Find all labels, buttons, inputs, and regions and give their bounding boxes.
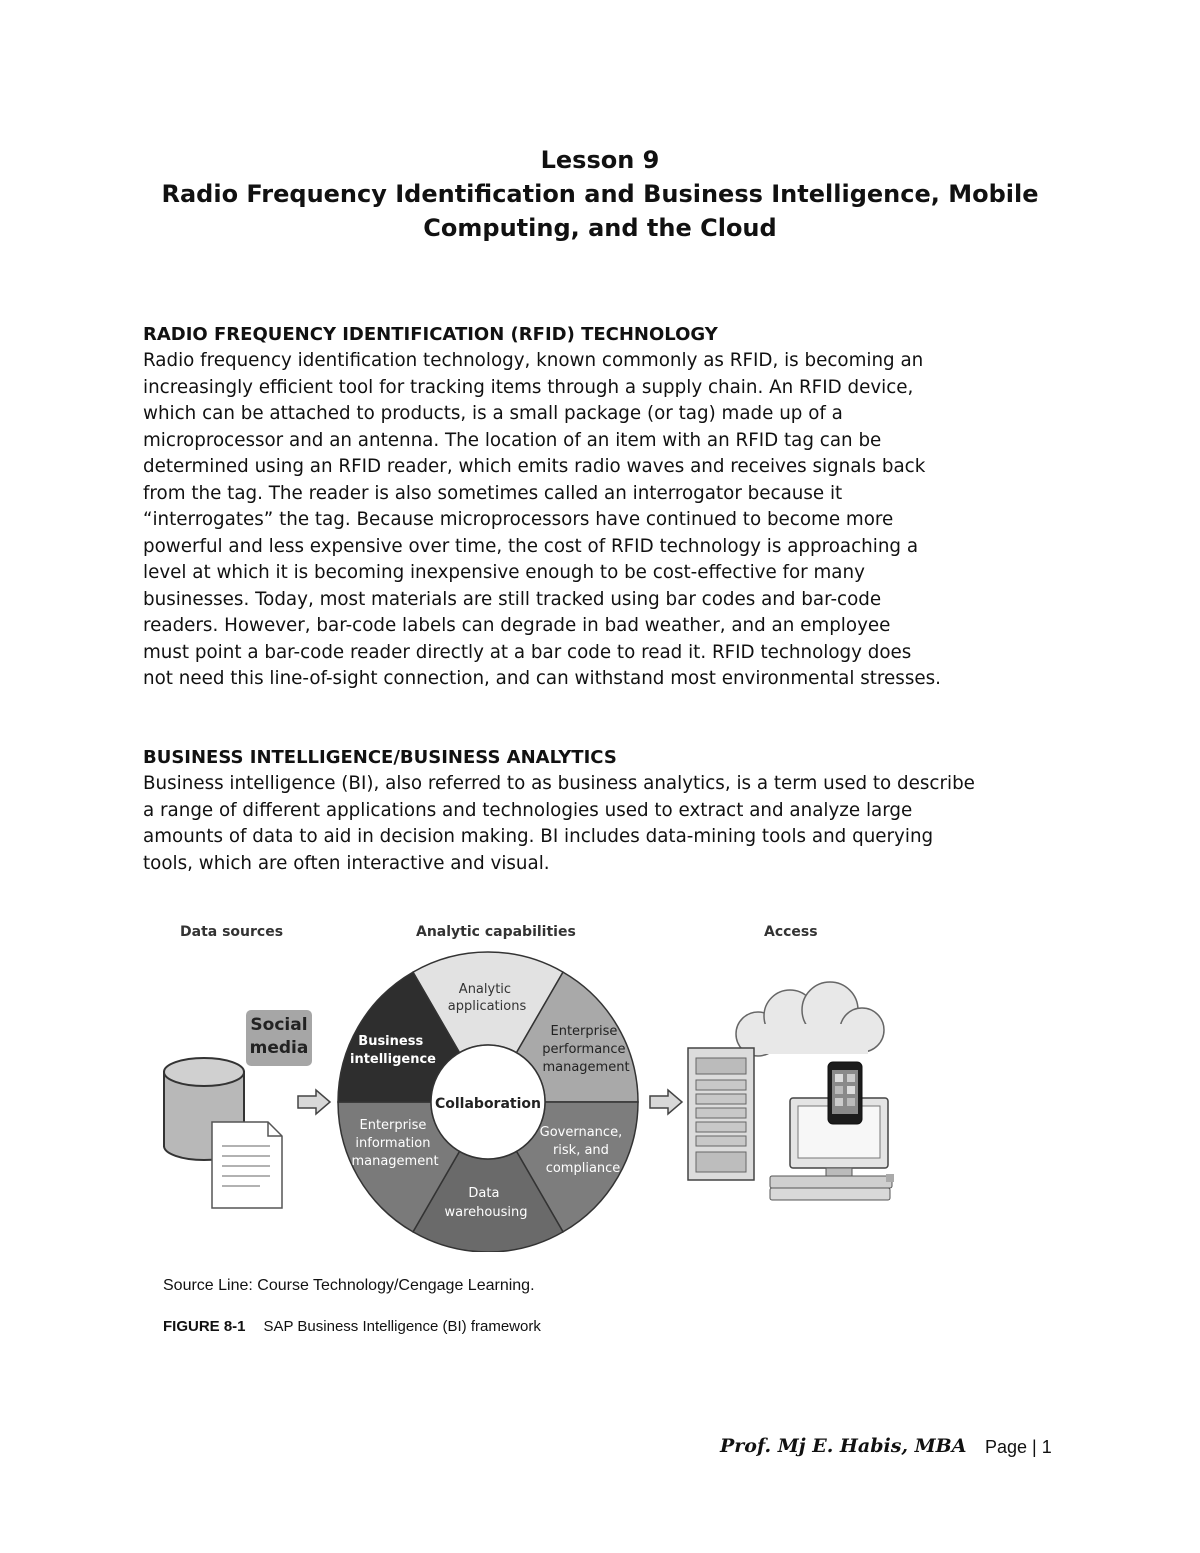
collaboration-label: Collaboration xyxy=(434,1096,542,1112)
social-media-label-line2: media xyxy=(249,1038,309,1058)
cloud-icon xyxy=(736,982,884,1056)
smartphone-icon xyxy=(828,1062,862,1124)
segment-label-data-warehousing: Data warehousing xyxy=(444,1186,528,1220)
analytic-capabilities-wheel xyxy=(338,952,638,1252)
bi-paragraph-line: a range of different applications and technologies used to extract and analyze large xyxy=(143,799,913,821)
segment-label-governance-risk-compliance: Governance, risk, and compliance xyxy=(539,1125,623,1176)
section-business-intelligence xyxy=(143,745,1073,877)
lesson-title-line-2: Computing, and the Cloud xyxy=(423,214,777,242)
rfid-paragraph-line: must point a bar-code reader directly at a bar code to read it. RFID technology does xyxy=(143,641,912,663)
rfid-paragraph-line: determined using an RFID reader, which emits radio waves and receives signals back xyxy=(143,456,926,477)
arrow-right-icon xyxy=(650,1090,682,1114)
section-heading-rfid: RADIO FREQUENCY IDENTIFICATION (RFID) TECHNOLOGY xyxy=(143,324,718,345)
segment-label-enterprise-performance-management: Enterprise performance management xyxy=(542,1024,630,1075)
rfid-paragraph-line: not need this line-of-sight connection, and can withstand most environmental stresses. xyxy=(143,668,941,689)
arrow-right-icon xyxy=(298,1090,330,1114)
document-icon xyxy=(212,1122,282,1208)
column-heading-access: Access xyxy=(764,924,818,940)
lesson-number: Lesson 9 xyxy=(540,146,660,174)
figure-caption-text: SAP Business Intelligence (BI) framework xyxy=(263,1318,541,1335)
page-footer xyxy=(700,1435,1060,1465)
bi-framework-figure xyxy=(150,912,910,1252)
column-heading-data-sources: Data sources xyxy=(180,924,284,940)
segment-label-analytic-applications: Analytic applications xyxy=(447,982,527,1014)
section-rfid xyxy=(143,322,1073,693)
section-heading-bi: BUSINESS INTELLIGENCE/BUSINESS ANALYTICS xyxy=(143,747,617,768)
footer-page-number: Page | 1 xyxy=(985,1437,1052,1457)
figure-caption xyxy=(163,1318,541,1335)
bi-paragraph-line: amounts of data to aid in decision making. BI includes data-mining tools and querying xyxy=(143,826,934,847)
social-media-label-line1: Social xyxy=(250,1015,308,1035)
title-block xyxy=(100,143,1100,245)
lesson-title-line-1: Radio Frequency Identification and Business Intelligence, Mobile xyxy=(161,180,1039,208)
rfid-paragraph-line: businesses. Today, most materials are still tracked using bar codes and bar-code xyxy=(143,588,882,610)
rfid-paragraph-line: from the tag. The reader is also sometimes called an interrogator because it xyxy=(143,482,843,504)
segment-label-enterprise-information-management: Enterprise information management xyxy=(351,1118,439,1169)
figure-number: FIGURE 8-1 xyxy=(163,1318,246,1335)
column-heading-analytic-capabilities: Analytic capabilities xyxy=(416,924,576,940)
server-icon xyxy=(688,1048,754,1180)
rfid-paragraph-line: which can be attached to products, is a small package (or tag) made up of a xyxy=(143,403,843,424)
figure-source-line: Source Line: Course Technology/Cengage Learning. xyxy=(163,1277,535,1294)
bi-paragraph-line: tools, which are often interactive and visual. xyxy=(143,852,550,874)
social-media-badge xyxy=(246,1010,312,1066)
rfid-paragraph-line: readers. However, bar-code labels can degrade in bad weather, and an employee xyxy=(143,615,891,636)
rfid-paragraph-line: Radio frequency identification technology, known commonly as RFID, is becoming an xyxy=(143,350,924,371)
bi-paragraph-line: Business intelligence (BI), also referred to as business analytics, is a term used to describe xyxy=(143,773,975,794)
rfid-paragraph-line: microprocessor and an antenna. The location of an item with an RFID tag can be xyxy=(143,429,882,451)
rfid-paragraph-line: powerful and less expensive over time, the cost of RFID technology is approaching a xyxy=(143,535,919,557)
segment-label-business-intelligence: Business intelligence xyxy=(349,1034,437,1067)
rfid-paragraph-line: level at which it is becoming inexpensive enough to be cost-effective for many xyxy=(143,562,865,583)
footer-author-signature: Prof. Mj E. Habis, MBA xyxy=(720,1435,967,1457)
rfid-paragraph-line: increasingly efficient tool for tracking items through a supply chain. An RFID device, xyxy=(143,376,914,398)
rfid-paragraph-line: “interrogates” the tag. Because microprocessors have continued to become more xyxy=(143,509,894,530)
